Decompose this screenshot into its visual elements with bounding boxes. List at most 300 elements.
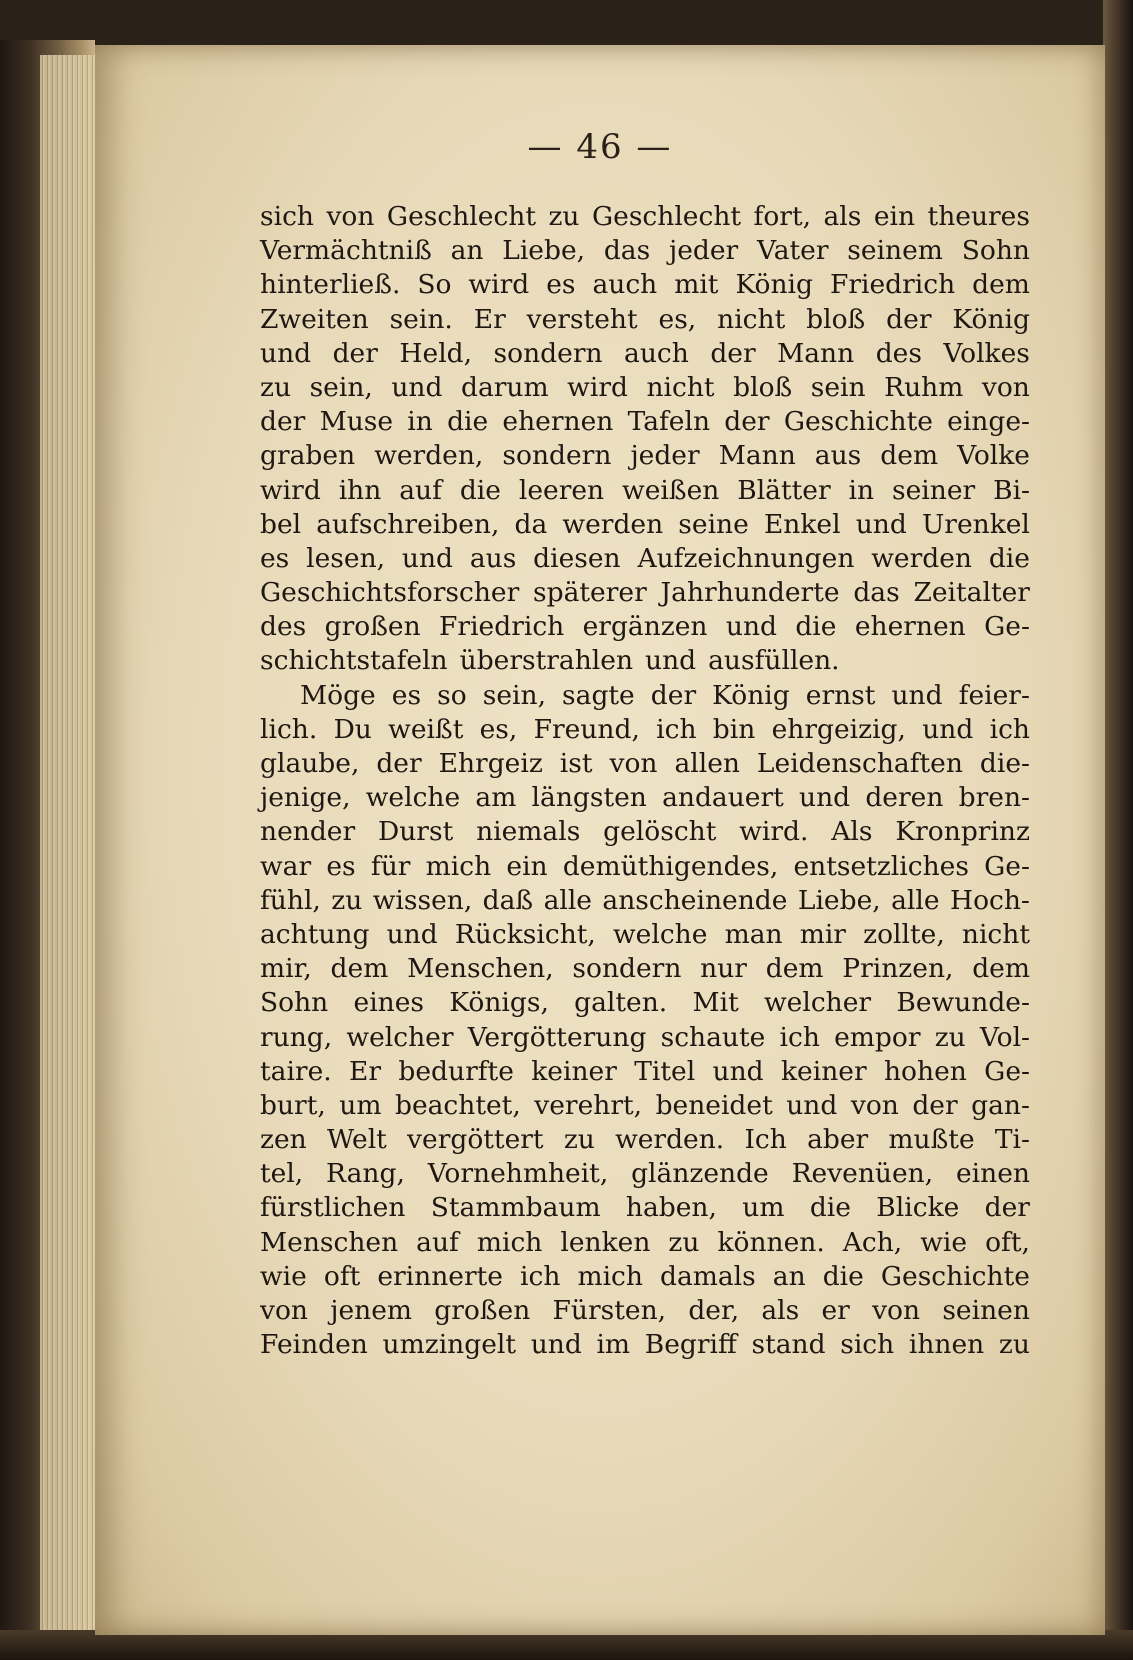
word: wird bbox=[260, 474, 321, 506]
word: Feinden bbox=[260, 1329, 368, 1361]
word: damals bbox=[659, 1260, 756, 1292]
word: König bbox=[712, 679, 790, 711]
word: deren bbox=[865, 782, 944, 814]
word: leeren bbox=[518, 474, 605, 506]
word: König bbox=[952, 303, 1030, 335]
word: Geschlecht bbox=[386, 201, 536, 232]
word: bin bbox=[712, 713, 756, 745]
word: Ehrgeiz bbox=[438, 748, 543, 779]
text-line bbox=[260, 1260, 1030, 1294]
word: haben, bbox=[625, 1192, 717, 1224]
word: Mit bbox=[692, 987, 739, 1019]
word: Muse bbox=[319, 406, 394, 438]
word: und bbox=[645, 645, 697, 677]
text-line bbox=[260, 679, 1030, 713]
word: feier- bbox=[958, 679, 1030, 711]
word: Jahrhunderte bbox=[660, 577, 840, 609]
word: Bi- bbox=[993, 474, 1030, 506]
word: die bbox=[447, 406, 489, 438]
word: verehrt, bbox=[534, 1089, 643, 1121]
text-line bbox=[260, 918, 1030, 952]
word: von bbox=[850, 1089, 899, 1121]
word: bloß bbox=[806, 303, 866, 335]
word: und bbox=[401, 542, 453, 574]
word: ich bbox=[520, 1260, 561, 1292]
word: Ti- bbox=[994, 1124, 1030, 1156]
word: als bbox=[823, 201, 862, 232]
text-line bbox=[260, 610, 1030, 644]
word: mir bbox=[799, 918, 846, 950]
text-line bbox=[260, 1089, 1030, 1123]
text-line bbox=[260, 1055, 1030, 1089]
word: die bbox=[795, 611, 837, 643]
word: Aufzeichnungen bbox=[637, 542, 855, 574]
word: bel bbox=[260, 508, 302, 540]
word: glänzende bbox=[631, 1158, 769, 1190]
word: bloß bbox=[733, 371, 793, 403]
word: Leidenschaften bbox=[756, 748, 963, 779]
word: und bbox=[712, 1055, 764, 1087]
text-line bbox=[260, 1021, 1030, 1055]
word: wird bbox=[567, 371, 628, 403]
text-line bbox=[260, 986, 1030, 1020]
text-line bbox=[260, 815, 1030, 849]
word: im bbox=[596, 1329, 631, 1361]
word: Menschen bbox=[260, 1226, 399, 1258]
word: Sohn bbox=[260, 987, 329, 1019]
word: Blätter bbox=[737, 474, 831, 506]
word: Friedrich bbox=[829, 269, 956, 301]
word: dem bbox=[972, 269, 1030, 301]
word: vergöttert bbox=[407, 1124, 544, 1156]
word: Fürsten, bbox=[552, 1295, 667, 1326]
word: erinnerte bbox=[377, 1260, 503, 1292]
word: hinterließ. bbox=[260, 269, 401, 301]
word: an bbox=[772, 1260, 806, 1292]
word: es, bbox=[479, 713, 518, 745]
word: Menschen, bbox=[407, 953, 554, 985]
word: hohen bbox=[883, 1055, 967, 1087]
text-line bbox=[260, 952, 1030, 986]
word: taire. bbox=[260, 1055, 332, 1087]
word: auch bbox=[592, 269, 658, 301]
word: Titel bbox=[634, 1055, 696, 1087]
text-line bbox=[260, 405, 1030, 439]
word: Blicke bbox=[876, 1192, 960, 1224]
word: man bbox=[724, 918, 783, 950]
word: zu bbox=[668, 1226, 700, 1258]
word: seiner bbox=[892, 474, 976, 506]
word: der bbox=[984, 1192, 1030, 1224]
word: bren- bbox=[958, 782, 1030, 814]
word: ist bbox=[559, 748, 593, 779]
word: wie bbox=[920, 1226, 968, 1258]
word: aufschreiben, bbox=[316, 508, 500, 540]
word: großen bbox=[324, 611, 421, 643]
word: aber bbox=[807, 1124, 869, 1156]
word: und bbox=[922, 713, 974, 745]
word: die bbox=[809, 1192, 851, 1224]
text-line bbox=[260, 234, 1030, 268]
word: Ge- bbox=[984, 611, 1030, 643]
word: zu bbox=[260, 371, 292, 403]
word: zen bbox=[260, 1124, 307, 1156]
text-line bbox=[260, 542, 1030, 576]
word: mich bbox=[476, 1226, 543, 1258]
word: mir, bbox=[260, 953, 312, 985]
word: entsetzliches bbox=[793, 850, 969, 882]
word: Prinzen, bbox=[842, 953, 954, 985]
word: welche bbox=[612, 918, 708, 950]
word: wird. bbox=[739, 816, 809, 848]
word: ein bbox=[873, 201, 916, 232]
word: zollte, bbox=[863, 918, 945, 950]
text-line bbox=[260, 268, 1030, 302]
word: Ge- bbox=[984, 850, 1030, 882]
word: lesen, bbox=[306, 542, 386, 574]
word: sein, bbox=[309, 371, 373, 403]
word: werden bbox=[871, 542, 972, 574]
word: stand bbox=[751, 1329, 826, 1361]
word: beachtet, bbox=[394, 1089, 521, 1121]
word: ehrgeizig, bbox=[771, 713, 906, 745]
word: wird bbox=[468, 269, 530, 301]
word: Begriff bbox=[644, 1329, 737, 1361]
word: können. bbox=[717, 1226, 825, 1258]
word: seinem bbox=[847, 235, 943, 267]
word: jenem bbox=[330, 1295, 413, 1326]
word: so bbox=[437, 679, 467, 711]
word: nur bbox=[700, 953, 747, 985]
word: es bbox=[391, 679, 422, 711]
word: und bbox=[855, 508, 907, 540]
word: alle bbox=[891, 884, 940, 916]
word: Geschichte bbox=[783, 406, 933, 438]
word: Liebe, bbox=[797, 884, 881, 916]
word: ich bbox=[779, 1021, 820, 1053]
word: jenige, bbox=[260, 782, 351, 814]
word: Liebe, bbox=[502, 235, 586, 267]
book-page bbox=[95, 45, 1105, 1635]
word: der bbox=[912, 1089, 958, 1121]
word: rung, bbox=[260, 1021, 333, 1053]
word: jeder bbox=[669, 235, 739, 267]
word: graben bbox=[260, 440, 356, 472]
word: sondern bbox=[493, 337, 603, 369]
text-line bbox=[260, 1294, 1030, 1328]
word: es bbox=[546, 269, 576, 301]
word: gelöscht bbox=[603, 816, 717, 848]
word: Du bbox=[333, 713, 372, 745]
word: Mann bbox=[777, 337, 855, 369]
word: Als bbox=[831, 816, 873, 848]
text-line bbox=[260, 781, 1030, 815]
word: Freund, bbox=[533, 713, 640, 745]
word: auch bbox=[624, 337, 689, 369]
word: war bbox=[260, 850, 312, 882]
word: ich bbox=[989, 713, 1030, 745]
text-line bbox=[260, 508, 1030, 542]
word: die bbox=[822, 1260, 864, 1292]
word: der bbox=[886, 303, 932, 335]
word: Vermächtniß bbox=[260, 235, 432, 267]
word: längsten bbox=[531, 782, 647, 814]
word: wie bbox=[260, 1260, 307, 1292]
word: der bbox=[650, 679, 697, 711]
word: diesen bbox=[533, 542, 621, 574]
word: Rang, bbox=[326, 1158, 405, 1190]
word: ein bbox=[506, 850, 548, 882]
word: glaube, bbox=[260, 748, 360, 779]
word: fürstlichen bbox=[260, 1192, 406, 1224]
word: sagte bbox=[562, 679, 635, 711]
text-line bbox=[260, 713, 1030, 747]
word: weißt bbox=[388, 713, 464, 745]
word: werden, bbox=[374, 440, 484, 472]
word: Hoch- bbox=[949, 884, 1030, 916]
word: empor bbox=[834, 1021, 921, 1053]
text-line bbox=[260, 303, 1030, 337]
text-line bbox=[260, 1226, 1030, 1260]
word: tel, bbox=[260, 1158, 304, 1190]
word: burt, bbox=[260, 1089, 326, 1121]
text-line bbox=[260, 884, 1030, 918]
word: beneidet bbox=[655, 1089, 773, 1121]
text-line bbox=[260, 371, 1030, 405]
word: galten. bbox=[574, 987, 668, 1019]
word: mich bbox=[577, 1260, 643, 1292]
word: dem bbox=[880, 440, 939, 472]
word: Geschlecht bbox=[591, 201, 742, 232]
word: er bbox=[821, 1295, 850, 1326]
word: einge- bbox=[947, 406, 1030, 438]
word: ihnen bbox=[908, 1329, 985, 1361]
word: Friedrich bbox=[439, 611, 565, 643]
word: ehernen bbox=[854, 611, 966, 643]
word: es bbox=[326, 850, 356, 882]
word: ergänzen bbox=[582, 611, 708, 643]
word: Mann bbox=[718, 440, 796, 472]
word: es, bbox=[658, 303, 697, 335]
word: der, bbox=[688, 1295, 740, 1326]
word: ernst bbox=[805, 679, 876, 711]
word: zu bbox=[998, 1329, 1030, 1361]
word: Zweiten bbox=[260, 303, 369, 335]
word: des bbox=[875, 337, 922, 369]
word: fühl, bbox=[260, 884, 321, 916]
word: aus bbox=[814, 440, 862, 472]
word: Möge bbox=[300, 679, 376, 711]
word: Ach, bbox=[842, 1226, 903, 1258]
word: daß bbox=[482, 884, 534, 916]
word: sondern bbox=[502, 440, 612, 472]
word: jeder bbox=[630, 440, 700, 472]
word: Geschichtsforscher bbox=[260, 577, 520, 609]
word: Enkel bbox=[763, 508, 841, 540]
word: lenken bbox=[560, 1226, 651, 1258]
word: darum bbox=[460, 371, 549, 403]
book-binding-right bbox=[1103, 0, 1133, 1660]
word: ausfüllen. bbox=[708, 645, 840, 677]
word: umzingelt bbox=[382, 1329, 517, 1361]
text-line bbox=[260, 439, 1030, 473]
word: achtung bbox=[260, 918, 370, 950]
word: Held, bbox=[399, 337, 473, 369]
word: und bbox=[386, 918, 438, 950]
word: auf bbox=[399, 474, 442, 506]
word: anscheinende bbox=[602, 884, 788, 916]
word: und bbox=[786, 1089, 838, 1121]
word: welcher bbox=[346, 1021, 454, 1053]
word: Kronprinz bbox=[895, 816, 1030, 848]
word: für bbox=[370, 850, 411, 882]
word: werden bbox=[562, 508, 664, 540]
word: um bbox=[339, 1089, 382, 1121]
word: der bbox=[710, 337, 756, 369]
word: Vater bbox=[757, 235, 829, 267]
word: oft, bbox=[985, 1226, 1030, 1258]
word: welche bbox=[365, 782, 461, 814]
word: König bbox=[735, 269, 813, 301]
word: schichtstafeln bbox=[260, 645, 448, 677]
word: von bbox=[981, 371, 1030, 403]
word: die- bbox=[979, 748, 1030, 779]
word: keiner bbox=[531, 1055, 617, 1087]
word: sein bbox=[810, 371, 866, 403]
word: Welt bbox=[326, 1124, 387, 1156]
word: sich bbox=[260, 201, 314, 232]
word: dem bbox=[330, 953, 389, 985]
body-text bbox=[260, 200, 1030, 1362]
word: als bbox=[761, 1295, 800, 1326]
word: theures bbox=[927, 201, 1030, 232]
word: Rücksicht, bbox=[454, 918, 596, 950]
word: das bbox=[853, 577, 900, 609]
word: von bbox=[326, 201, 375, 232]
text-line bbox=[260, 576, 1030, 610]
word: da bbox=[514, 508, 548, 540]
text-line bbox=[260, 1328, 1030, 1362]
word: zu bbox=[934, 1021, 966, 1053]
word: gan- bbox=[971, 1089, 1030, 1121]
word: der bbox=[724, 406, 770, 438]
word: sein, bbox=[482, 679, 546, 711]
word: So bbox=[417, 269, 452, 301]
word: von bbox=[609, 748, 658, 779]
word: mußte bbox=[888, 1124, 975, 1156]
word: späterer bbox=[533, 577, 647, 609]
word: nicht bbox=[961, 918, 1030, 950]
word: eines bbox=[353, 987, 425, 1019]
word: ihn bbox=[338, 474, 382, 506]
word: das bbox=[603, 235, 651, 267]
text-line bbox=[260, 474, 1030, 508]
page-number: — 46 — bbox=[527, 127, 673, 167]
word: dem bbox=[972, 953, 1030, 985]
word: Durst bbox=[377, 816, 454, 848]
word: weißen bbox=[622, 474, 720, 506]
word: welcher bbox=[764, 987, 872, 1019]
word: der bbox=[376, 748, 422, 779]
word: keiner bbox=[781, 1055, 867, 1087]
word: fort, bbox=[753, 201, 812, 232]
word: seinen bbox=[942, 1295, 1030, 1326]
word: an bbox=[450, 235, 484, 267]
word: Ruhm bbox=[884, 371, 964, 403]
word: die bbox=[988, 542, 1030, 574]
word: Geschichte bbox=[880, 1260, 1030, 1292]
word: lich. bbox=[260, 713, 318, 745]
word: schaute bbox=[660, 1021, 766, 1053]
word: es bbox=[260, 542, 290, 574]
word: und bbox=[725, 611, 777, 643]
word: Vergötterung bbox=[467, 1021, 647, 1053]
word: mit bbox=[674, 269, 719, 301]
word: Urenkel bbox=[921, 508, 1030, 540]
word: ich bbox=[656, 713, 697, 745]
word: nicht bbox=[717, 303, 786, 335]
word: auf bbox=[416, 1226, 459, 1258]
word: von bbox=[260, 1295, 308, 1326]
word: zu bbox=[563, 1124, 595, 1156]
word: überstrahlen bbox=[459, 645, 634, 677]
word: aus bbox=[469, 542, 517, 574]
text-line bbox=[260, 1191, 1030, 1225]
word: zu bbox=[548, 201, 580, 232]
word: und bbox=[530, 1329, 582, 1361]
word: der bbox=[332, 337, 378, 369]
word: oft bbox=[323, 1260, 361, 1292]
word: Stammbaum bbox=[430, 1192, 601, 1224]
word: zu bbox=[331, 884, 363, 916]
word: sich bbox=[840, 1329, 895, 1361]
word: dem bbox=[765, 953, 824, 985]
word: sein. bbox=[389, 303, 453, 335]
word: des bbox=[260, 611, 307, 643]
word: nicht bbox=[646, 371, 715, 403]
word: Bewunde- bbox=[896, 987, 1030, 1019]
word: Volke bbox=[957, 440, 1030, 472]
word: Vornehmheit, bbox=[427, 1158, 609, 1190]
word: Revenüen, bbox=[791, 1158, 934, 1190]
word: nender bbox=[260, 816, 356, 848]
word: Zeitalter bbox=[913, 577, 1030, 609]
text-line bbox=[260, 747, 1030, 781]
word: Ge- bbox=[984, 1055, 1030, 1087]
word: in bbox=[407, 406, 433, 438]
word: von bbox=[872, 1295, 921, 1326]
word: ehernen bbox=[502, 406, 614, 438]
word: niemals bbox=[476, 816, 581, 848]
word: die bbox=[459, 474, 501, 506]
word: Königs, bbox=[449, 987, 549, 1019]
word: Er bbox=[349, 1055, 382, 1087]
word: um bbox=[742, 1192, 785, 1224]
word: am bbox=[475, 782, 517, 814]
word: andauert bbox=[662, 782, 784, 814]
word: in bbox=[848, 474, 875, 506]
word: großen bbox=[434, 1295, 531, 1326]
word: Vol- bbox=[979, 1021, 1030, 1053]
word: mich bbox=[425, 850, 492, 882]
word: Volkes bbox=[943, 337, 1030, 369]
text-line bbox=[260, 337, 1030, 371]
word: Tafeln bbox=[627, 406, 711, 438]
text-line bbox=[260, 1157, 1030, 1191]
word: versteht bbox=[526, 303, 638, 335]
word: allen bbox=[674, 748, 740, 779]
word: werden. bbox=[615, 1124, 725, 1156]
